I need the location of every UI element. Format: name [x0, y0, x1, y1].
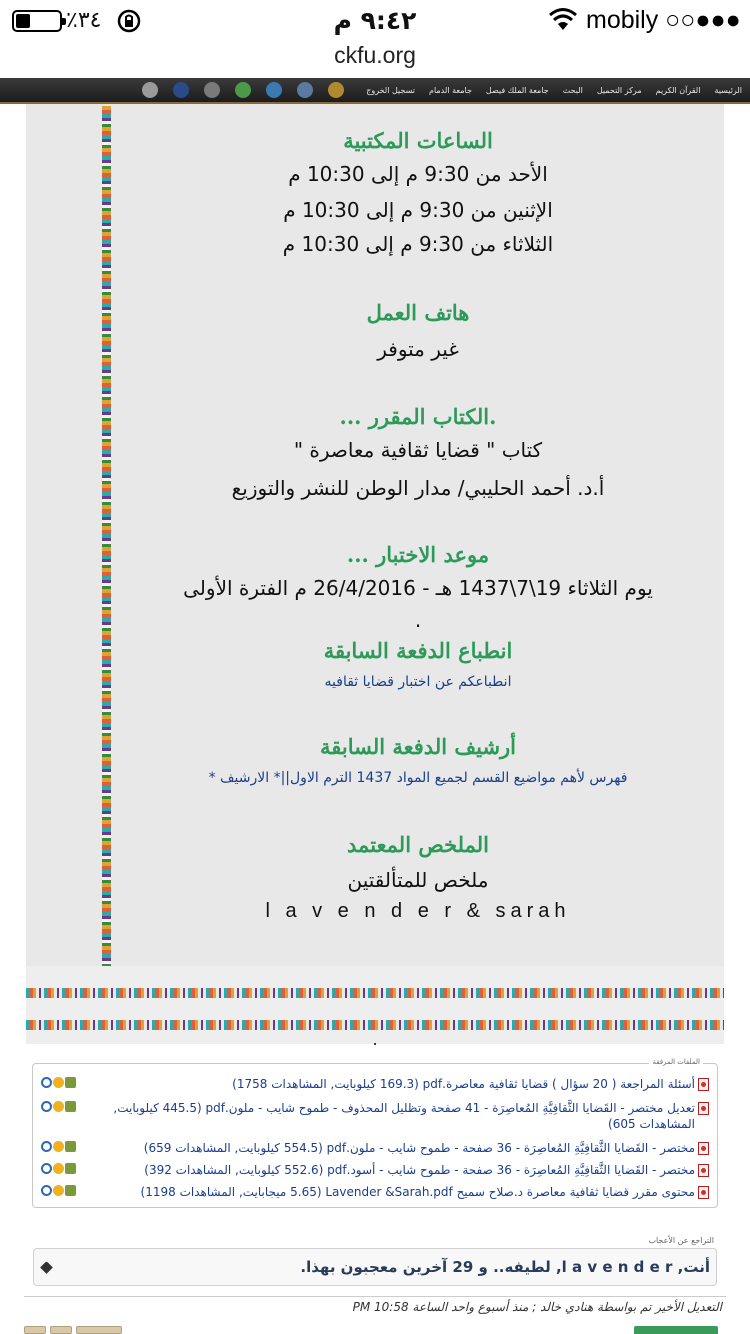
- post-action-buttons: [24, 1326, 122, 1334]
- url-bar[interactable]: [0, 42, 750, 78]
- pdf-icon: [698, 1078, 709, 1091]
- attachments-box: [32, 1058, 718, 1208]
- zoom-icon[interactable]: [41, 1077, 52, 1088]
- nav-shortcut-icon[interactable]: [297, 82, 313, 98]
- attachment-row: [41, 1162, 709, 1178]
- exam-dot: .: [414, 608, 422, 632]
- attachment-actions: [41, 1163, 76, 1174]
- nav-item[interactable]: القرآن الكريم: [655, 85, 701, 95]
- url-text: ckfu.org: [334, 42, 416, 68]
- nav-shortcut-icon[interactable]: [204, 82, 220, 98]
- nav-item[interactable]: الرئيسية: [714, 85, 742, 95]
- summary-authors: l a v e n d e r & sarah: [265, 900, 571, 922]
- pdf-icon: [698, 1102, 709, 1115]
- lock-icon[interactable]: [65, 1185, 76, 1196]
- star-icon[interactable]: [53, 1141, 64, 1152]
- exam-date: يوم الثلاثاء 19\7\1437 هـ - 26/4/2016 م الفترة الأولى: [183, 576, 653, 600]
- nav-item[interactable]: البحث: [562, 85, 583, 95]
- decorative-divider: [26, 988, 724, 998]
- nav-shortcut-icon[interactable]: [235, 82, 251, 98]
- heart-icon[interactable]: [40, 1261, 53, 1274]
- rotation-lock-icon: [116, 8, 142, 34]
- battery-icon: [12, 10, 62, 32]
- pdf-icon: [698, 1142, 709, 1155]
- nav-item[interactable]: جامعة الملك فيصل: [485, 85, 549, 95]
- post-action-button[interactable]: [50, 1326, 72, 1334]
- lock-icon[interactable]: [65, 1163, 76, 1174]
- nav-item[interactable]: تسجيل الخروج: [366, 85, 415, 95]
- work-phone-title: هاتف العمل: [366, 300, 470, 325]
- nav-item[interactable]: مركز التحميل: [596, 85, 642, 95]
- attachment-actions: [41, 1101, 76, 1112]
- textbook-name: كتاب " قضايا ثقافية معاصرة ": [293, 438, 543, 462]
- post-action-button[interactable]: [24, 1326, 46, 1334]
- summary-title: الملخص المعتمد: [347, 832, 489, 857]
- post-action-button[interactable]: [76, 1326, 122, 1334]
- work-phone-value: غير متوفر: [377, 337, 459, 361]
- nav-shortcut-icon[interactable]: [142, 82, 158, 98]
- status-time: ٩:٤٢ م: [333, 6, 417, 35]
- attachment-link[interactable]: مختصر - القَضايا الثَّقافِيَّةِ المُعاصِرَة - 36 صفحة - طموح شايب - أسود.pdf (552.6 كيلوبايت, المشاهدات 392): [144, 1163, 695, 1177]
- office-hours-line: الأحد من 9:30 م إلى 10:30 م: [288, 162, 548, 186]
- lock-icon[interactable]: [65, 1077, 76, 1088]
- attachment-link[interactable]: أسئلة المراجعة ( 20 سؤال ) قضايا ثقافية معاصرة.pdf (169.3 كيلوبايت, المشاهدات 1758): [232, 1077, 695, 1091]
- attachment-row: [41, 1140, 709, 1156]
- pdf-icon: [698, 1164, 709, 1177]
- star-icon[interactable]: [53, 1101, 64, 1112]
- office-hours-line: الإثنين من 9:30 م إلى 10:30 م: [283, 198, 553, 222]
- previous-archive-link[interactable]: فهرس لأهم مواضيع القسم لجميع المواد 1437 الترم الاول||* الارشيف *: [208, 770, 628, 786]
- attachment-link[interactable]: محتوى مقرر قضايا ثقافية معاصرة د.صلاح سميح Lavender &Sarah.pdf (5.65 ميجابايت, المشاهدات 1198): [140, 1185, 695, 1199]
- attachment-row: [41, 1100, 709, 1132]
- nav-shortcut-icon[interactable]: [266, 82, 282, 98]
- unlike-link[interactable]: التراجع عن الأعجاب: [648, 1236, 714, 1245]
- exam-title: موعد الاختبار ...: [346, 542, 490, 567]
- decorative-divider: [26, 1020, 724, 1030]
- attachments-legend: الملفات المرفقة: [649, 1058, 703, 1066]
- previous-impressions-link[interactable]: انطباعكم عن اختبار قضايا ثقافيه: [324, 674, 512, 690]
- likes-text: أنت, l a v e n d e r, لطيفه.. و 29 آخرين معجبون بهذا.: [300, 1258, 710, 1276]
- zoom-icon[interactable]: [41, 1163, 52, 1174]
- nav-shortcut-icon[interactable]: [173, 82, 189, 98]
- status-bar: [0, 0, 750, 42]
- textbook-title: .الكتاب المقرر ...: [339, 404, 497, 429]
- zoom-icon[interactable]: [41, 1141, 52, 1152]
- carrier-label: mobily ○○●●●: [586, 6, 741, 34]
- attachment-actions: [41, 1141, 76, 1152]
- battery-percent: ٣٤٪: [66, 8, 102, 33]
- previous-archive-title: أرشيف الدفعة السابقة: [319, 734, 517, 759]
- textbook-author: أ.د. أحمد الحليبي/ مدار الوطن للنشر والتوزيع: [231, 476, 605, 500]
- office-hours-title: الساعات المكتبية: [343, 128, 493, 153]
- attachment-link[interactable]: تعديل مختصر - القَضايا الثَّقافِيَّةِ المُعاصِرَة - 41 صفحة وتظليل المحذوف - طموح شايب - ملون.pdf (445.5 كيلوبايت, المشاهدات 605): [113, 1101, 695, 1131]
- pdf-icon: [698, 1186, 709, 1199]
- nav-item[interactable]: جامعة الدمام: [429, 85, 472, 95]
- nav-icons: [127, 82, 344, 98]
- likes-box: [33, 1248, 717, 1286]
- office-hours-line: الثلاثاء من 9:30 م إلى 10:30 م: [282, 232, 554, 256]
- star-icon[interactable]: [53, 1077, 64, 1088]
- lock-icon[interactable]: [65, 1101, 76, 1112]
- attachment-row: [41, 1184, 709, 1200]
- attachment-link[interactable]: مختصر - القَضايا الثَّقافِيَّةِ المُعاصِرَة - 36 صفحة - طموح شايب - ملون.pdf (554.5 كيلوبايت, المشاهدات 659): [143, 1141, 695, 1155]
- decorative-border: [102, 106, 111, 966]
- attachment-actions: [41, 1077, 76, 1088]
- previous-impressions-title: انطباع الدفعة السابقة: [323, 638, 513, 663]
- zoom-icon[interactable]: [41, 1185, 52, 1196]
- lock-icon[interactable]: [65, 1141, 76, 1152]
- divider: [24, 1296, 726, 1297]
- attachment-actions: [41, 1185, 76, 1196]
- separator-dot: .: [372, 1030, 378, 1049]
- wifi-icon: [548, 6, 578, 32]
- nav-shortcut-icon[interactable]: [328, 82, 344, 98]
- star-icon[interactable]: [53, 1163, 64, 1174]
- top-nav: [0, 78, 750, 104]
- star-icon[interactable]: [53, 1185, 64, 1196]
- attachment-row: [41, 1076, 709, 1092]
- last-edit-note: التعديل الأخير تم بواسطة هنادي خالد ; منذ أسبوع واحد الساعة 10:58 PM: [352, 1300, 722, 1314]
- zoom-icon[interactable]: [41, 1101, 52, 1112]
- summary-line: ملخص للمتألقتين: [347, 868, 489, 892]
- reply-button[interactable]: [634, 1326, 718, 1334]
